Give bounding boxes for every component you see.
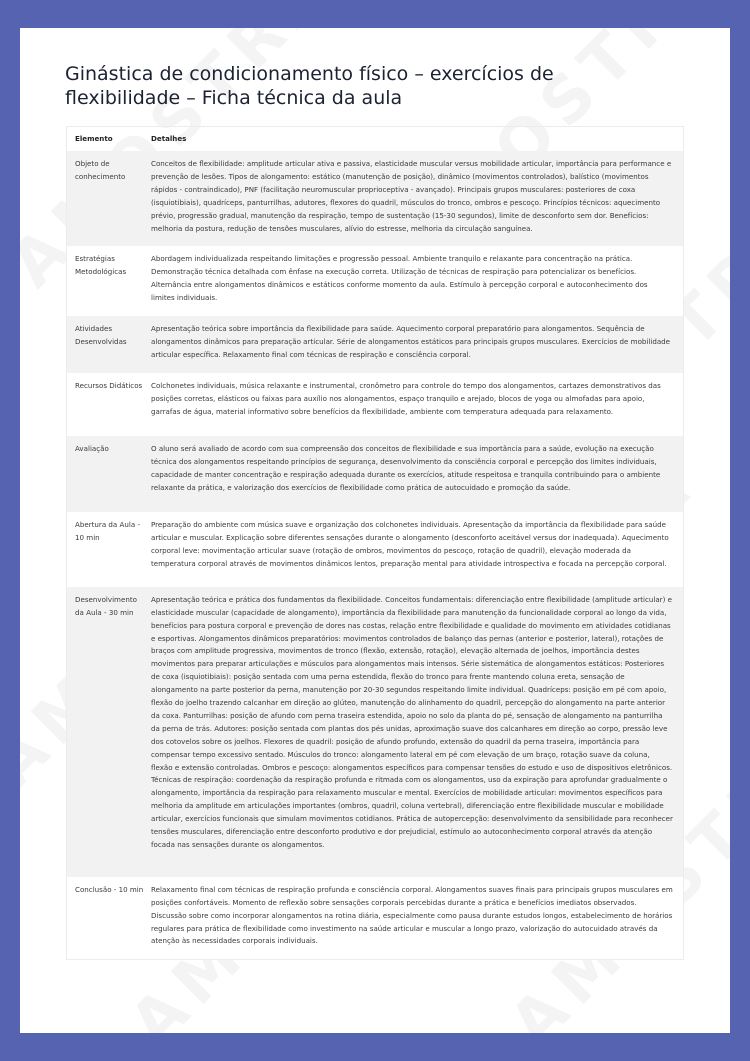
table-header-row [67,127,683,151]
lesson-table [66,126,684,960]
row-details: Apresentação teórica e prática dos fundamentos da flexibilidade. Conceitos fundamentais: diferenciação entre flexibilidade (amplitude articular) e elasticidade muscular (capacidade de alongamento), importância da flexibilidade para manutenção da funcionalidade corporal ao longo da vida, benefícios para postura corporal e prevenção de dores nas costas, relação entre flexibilidade e qualidade do movimento em atividades cotidianas e esportivas. Alongamentos dinâmicos preparatórios: movimentos controlados de balanço das pernas (anterior e posterior, lateral), rotações de braços com amplitude progressiva, movimentos de tronco (flexão, extensão, rotação), elevação alternada de joelhos, importância destes movimentos para preparar articulações e músculos para alongamentos mais intensos. Série sistemática de alongamentos estáticos: Posteriores de coxa (isquiotibiais): posição sentada com uma perna estendida, flexão do tronco para frente mantendo coluna ereta, sensação de alongamento na parte posterior da perna, manutenção por 20-30 segundos respeitando limite individual. Quadríceps: posição em pé com apoio, flexão do joelho trazendo calcanhar em direção ao glúteo, manutenção do alinhamento do quadril, percepção do alongamento na parte anterior da coxa. Panturrilhas: posição de afundo com perna traseira estendida, apoio no solo da planta do pé, sensação de alongamento na panturrilha da perna de trás. Adutores: posição sentada com plantas dos pés unidas, aproximação suave dos calcanhares em direção ao corpo, pressão leve dos cotovelos sobre os joelhos. Flexores de quadril: posição de afundo profundo, extensão do quadril da perna traseira, importância para compensar tempo excessivo sentado. Músculos do tronco: alongamento lateral em pé com elevação de um braço, rotação suave da coluna, flexão e extensão controladas. Ombros e pescoço: alongamentos específicos para compensar tensões do estudo e uso de dispositivos eletrônicos. Técnicas de respiração: coordenação da respiração profunda e ritmada com os alongamentos, uso da expiração para aprofundar gradualmente o alongamento, importância da respiração para relaxamento muscular e mental. Exercícios de mobilidade articular: movimentos específicos para melhoria da amplitude em articulações importantes (ombros, quadril, coluna vertebral), diferenciação entre flexibilidade muscular e mobilidade articular, exercícios funcionais que simulam movimentos cotidianos. Prática de autopercepção: desenvolvimento da sensibilidade para reconhecer tensões musculares, diferenciação entre desconforto produtivo e dor prejudicial, estímulo ao autoconhecimento corporal através da atenção focada nas sensações durante os alongamentos. [151,594,673,849]
row-details: Preparação do ambiente com música suave e organização dos colchonetes individuais. Apresentação da importância da flexibilidade para saúde articular e muscular. Explicação sobre diferentes sensações durante o alongamento (desconforto aceitável versus dor inadequada). Aquecimento corporal leve: movimentação articular suave (rotação de ombros, movimentos do pescoço, rotação de quadril), elevação moderada da temperatura corporal através de movimentos dinâmicos lentos, preparação mental para atividade introspectiva e focada na percepção corporal. [151,519,669,568]
row-details: Apresentação teórica sobre importância da flexibilidade para saúde. Aquecimento corporal preparatório para alongamentos. Sequência de alongamentos dinâmicos para preparação articular. Série de alongamentos estáticos para principais grupos musculares. Exercícios de mobilidade articular específica. Relaxamento final com técnicas de respiração e consciência corporal. [151,324,671,359]
row-details: Conceitos de flexibilidade: amplitude articular ativa e passiva, elasticidade muscular versus mobilidade articular, importância para performance e prevenção de lesões. Tipos de alongamento: estático (manutenção de posição), dinâmico (movimentos controlados), balístico (movimentos rápidos - contraindicado), PNF (facilitação neuromuscular proprioceptiva - avançado). Principais grupos musculares: posteriores de coxa (isquiotibiais), quadríceps, panturrilhas, adutores, flexores do quadril, músculos do tronco, ombros e pescoço. Princípios técnicos: aquecimento prévio, progressão gradual, manutenção da respiração, tempo de sustentação (15-30 segundos), limite de desconforto sem dor. Benefícios: melhoria da postura, redução de tensões musculares, alívio do estresse, melhoria da circulação sanguínea. [151,159,672,233]
row-details: Abordagem individualizada respeitando limitações e progressão pessoal. Ambiente tranquilo e relaxante para concentração na prática. Demonstração técnica detalhada com ênfase na execução correta. Utilização de técnicas de respiração para potencializar os benefícios. Alternância entre alongamentos dinâmicos e estáticos conforme momento da aula. Estímulo à percepção corporal e autoconhecimento dos limites individuais. [151,254,648,303]
table-row [67,151,683,246]
row-element: Atividades Desenvolvidas [75,324,127,346]
column-header-element: Elemento [75,134,113,143]
row-element: Estratégias Metodológicas [75,254,127,277]
table-row [67,877,683,960]
row-element: Conclusão - 10 min [75,884,144,894]
table-row [67,587,683,877]
page-title: Ginástica de condicionamento físico – exercícios de flexibilidade – Ficha técnica da aula [65,63,554,109]
document-page [20,28,730,1033]
row-element: Avaliação [75,443,109,453]
row-element: Objeto de conhecimento [75,159,126,181]
row-element: Recursos Didáticos [75,380,143,390]
table-row [67,316,683,373]
table-row [67,246,683,316]
table-row [67,512,683,587]
row-element: Abertura da Aula - 10 min [75,519,141,542]
table-row [67,373,683,436]
row-details: Colchonetes individuais, música relaxante e instrumental, cronômetro para controle do tempo dos alongamentos, cartazes demonstrativos das posições corretas, elásticos ou faixas para auxílio nos alongamentos, espaço tranquilo e arejado, blocos de yoga ou almofadas para apoio, garrafas de água, material informativo sobre benefícios da flexibilidade, ambiente com temperatura adequada para relaxamento. [151,380,661,416]
row-element: Desenvolvimento da Aula - 30 min [75,594,137,617]
row-details: O aluno será avaliado de acordo com sua compreensão dos conceitos de flexibilidade e sua importância para a saúde, evolução na execução técnica dos alongamentos respeitando princípios de segurança, desenvolvimento da consciência corporal e percepção dos limites individuais, capacidade de manter concentração e respiração adequada durante os exercícios, atitude respeitosa e tranquila contribuindo para o ambiente relaxante da prática, e valorização dos exercícios de flexibilidade como prática de autocuidado e promoção da saúde. [151,443,661,492]
table-row [67,436,683,512]
row-details: Relaxamento final com técnicas de respiração profunda e consciência corporal. Alongamentos suaves finais para principais grupos musculares em posições confortáveis. Momento de reflexão sobre sensações corporais percebidas durante a prática e benefícios imediatos observados. Discussão sobre como incorporar alongamentos na rotina diária, especialmente como pausa durante estudos longos, estabelecimento de horários regulares para prática de flexibilidade como investimento na saúde articular e muscular a longo prazo, valorização do autocuidado através da atenção às necessidades corporais individuais. [151,884,673,946]
column-header-details: Detalhes [151,134,187,143]
